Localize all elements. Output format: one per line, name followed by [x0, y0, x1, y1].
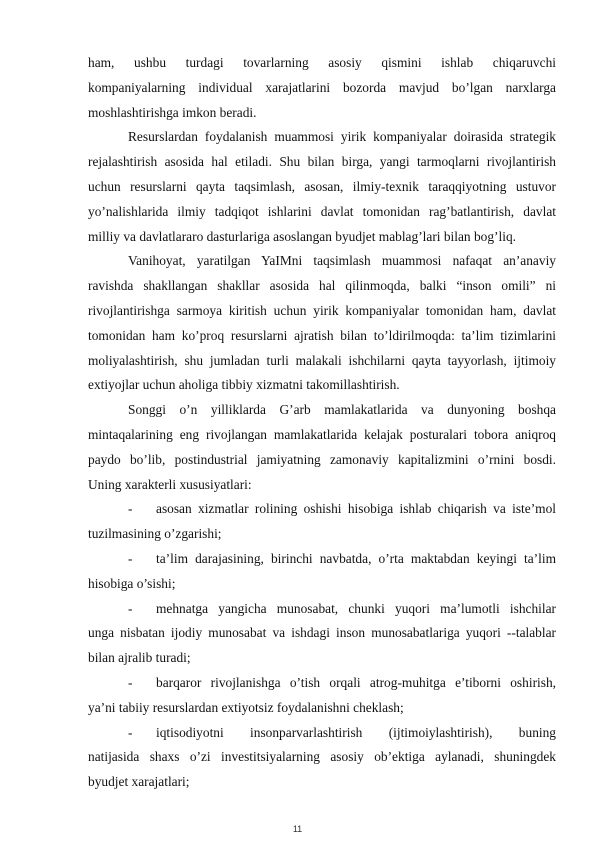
bullet-line: ta’lim darajasining, birinchi navbatda, o’rta maktabdan keyingi ta’lim — [156, 551, 556, 566]
bullet-marker: - — [128, 501, 133, 517]
paragraph-line: rejalashtirish asosida hal etiladi. Shu bilan birga, yangi tarmoqlarni rivojlantirish — [88, 154, 556, 170]
paragraph-line: mintaqalarining eng rivojlangan mamlakatlarida kelajak posturalari tobora aniqroq — [88, 427, 556, 442]
bullet-line: iqtisodiyotni insonparvarlashtirish (ijtimoiylashtirish), buning — [156, 724, 556, 740]
bullet-line: bilan ajralib turadi; — [88, 650, 191, 666]
bullet-marker: - — [128, 675, 133, 690]
bullet-marker: - — [128, 600, 133, 616]
paragraph-line: yo’nalishlarida ilmiy tadqiqot ishlarini davlat tomonidan rag’batlantirish, davlat — [88, 203, 556, 219]
bullet-line: natijasida shaxs o’zi investitsiyalarning asosiy ob’ektiga aylanadi, shuningdek — [88, 749, 556, 765]
bullet-marker: - — [128, 724, 133, 740]
paragraph-line: moshlashtirishga imkon beradi. — [88, 104, 257, 120]
page-number: 11 — [292, 824, 303, 834]
bullet-line: asosan xizmatlar rolining oshishi hisobiga ishlab chiqarish va iste’mol — [156, 501, 556, 517]
paragraph-line: uchun resurslarni qayta taqsimlash, asosan, ilmiy-texnik taraqqiyotning ustuvor — [88, 179, 556, 194]
paragraph-line: rivojlantirishga sarmoya kiritish uchun yirik kompaniyalar tomonidan ham, davlat — [88, 303, 556, 318]
bullet-line: ya’ni tabiiy resurslardan extiyotsiz foydalanishni cheklash; — [88, 699, 404, 715]
bullet-marker: - — [128, 551, 133, 566]
paragraph-line: Vanihoyat, yaratilgan YaIMni taqsimlash muammosi nafaqat an’anaviy — [128, 253, 556, 269]
bullet-line: mehnatga yangicha munosabat, chunki yuqori ma’lumotli ishchilar — [156, 600, 556, 616]
paragraph-line: extiyojlar uchun aholiga tibbiy xizmatni takomillashtirish. — [88, 377, 400, 393]
paragraph-line: kompaniyalarning individual xarajatlarini bozorda mavjud bo’lgan narxlarga — [88, 79, 556, 95]
paragraph-line: Resurslardan foydalanish muammosi yirik kompaniyalar doirasida strategik — [128, 129, 556, 145]
bullet-line: tuzilmasining o’zgarishi; — [88, 526, 222, 542]
bullet-line: byudjet xarajatlari; — [88, 774, 190, 790]
paragraph-line: moliyalashtirish, shu jumladan turli malakali ishchilarni qayta tayyorlash, ijtimoiy — [88, 352, 556, 368]
paragraph-line: ravishda shakllangan shakllar asosida hal qilinmoqda, balki “inson omili” ni — [88, 278, 556, 294]
bullet-line: barqaror rivojlanishga o’tish orqali atrog-muhitga e’tiborni oshirish, — [156, 675, 556, 690]
paragraph-line: paydo bo’lib, postindustrial jamiyatning zamonaviy kapitalizmini o’rnini bosdi. — [88, 451, 556, 467]
paragraph-line: ham, ushbu turdagi tovarlarning asosiy qismini ishlab chiqaruvchi — [88, 55, 556, 70]
paragraph-line: Uning xarakterli xususiyatlari: — [88, 476, 252, 492]
bullet-line: hisobiga o’sishi; — [88, 575, 176, 591]
paragraph-line: tomonidan ham ko’proq resurslarni ajratish bilan to’ldirilmoqda: ta’lim tizimlarini — [88, 327, 556, 343]
bullet-line: unga nisbatan ijodiy munosabat va ishdagi inson munosabatlariga yuqori --talablar — [88, 625, 556, 641]
paragraph-line: milliy va davlatlararo dasturlariga asoslangan byudjet mablag’lari bilan bog’liq. — [88, 228, 516, 244]
paragraph-line: Songgi o’n yilliklarda G’arb mamlakatlarida va dunyoning boshqa — [128, 402, 556, 418]
